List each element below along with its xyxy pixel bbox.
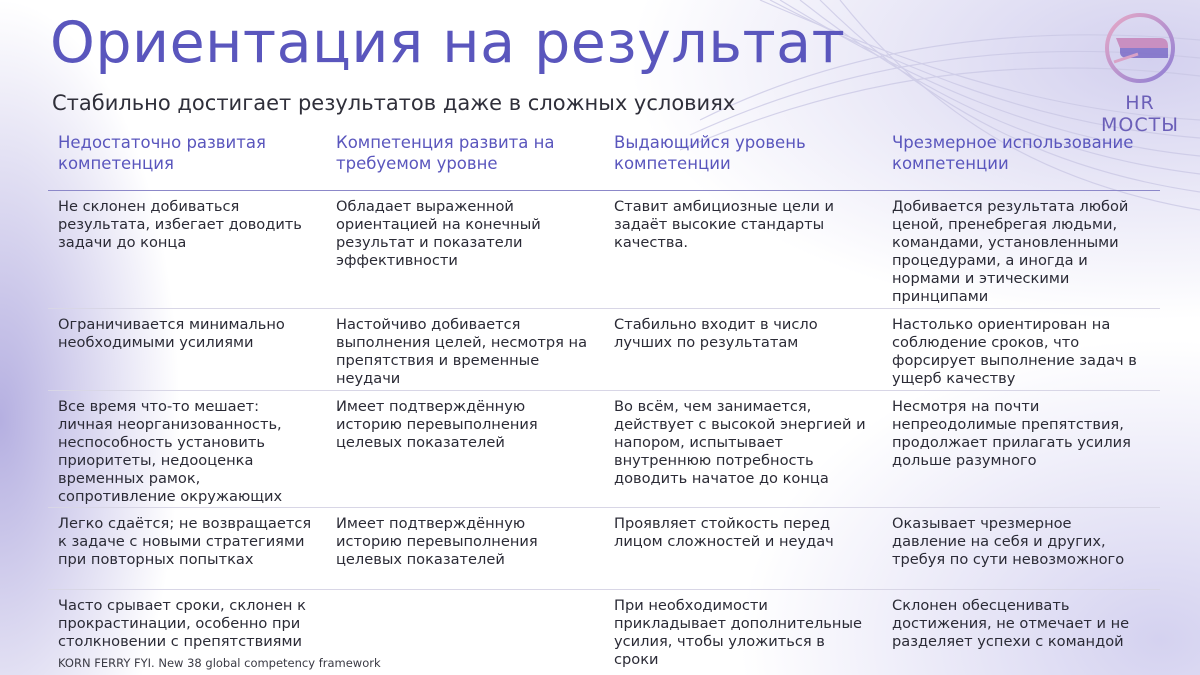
- table-cell: Настойчиво добивается выполнения целей, несмотря на препятствия и временные неудачи: [326, 309, 604, 391]
- table-cell: Стабильно входит в число лучших по результатам: [604, 309, 882, 391]
- table-cell: Склонен обесценивать достижения, не отмечает и не разделяет успехи с командой: [892, 597, 1130, 650]
- table-cell: Имеет подтверждённую историю перевыполнения целевых показателей: [326, 391, 604, 508]
- table-cell: Несмотря на почти непреодолимые препятствия, продолжает прилагать усилия дольше разумного: [882, 391, 1160, 508]
- table-cell: Легко сдаётся; не возвращается к задаче с новыми стратегиями при повторных попытках: [48, 508, 326, 590]
- table-cell: Оказывает чрезмерное давление на себя и других, требуя по сути невозможного: [882, 508, 1160, 590]
- table-cell: При необходимости прикладывает дополнительные усилия, чтобы уложиться в сроки: [614, 597, 862, 668]
- competency-table: [48, 116, 1160, 668]
- table-cell: Добивается результата любой ценой, пренебрегая людьми, командами, установленными процедурами, а иногда и нормами и этическими принципами: [882, 191, 1160, 309]
- table-cell: Проявляет стойкость перед лицом сложностей и неудач: [604, 508, 882, 590]
- table-cell: Обладает выраженной ориентацией на конечный результат и показатели эффективности: [326, 191, 604, 309]
- table-cell: Имеет подтверждённую историю перевыполнения целевых показателей: [326, 508, 604, 590]
- table-cell: Ограничивается минимально необходимыми усилиями: [48, 309, 326, 391]
- source-note: KORN FERRY FYI. New 38 global competency framework: [58, 656, 381, 670]
- table-cell: Настолько ориентирован на соблюдение сроков, что форсирует выполнение задач в ущерб качеству: [882, 309, 1160, 391]
- logo-text: HR МОСТЫ: [1101, 92, 1179, 136]
- page-subtitle: Стабильно достигает результатов даже в сложных условиях: [52, 91, 736, 115]
- logo: [1090, 8, 1190, 136]
- hr-mosty-logo-icon: [1098, 8, 1182, 92]
- page-title: Ориентация на результат: [50, 10, 846, 76]
- header-required-level: Компетенция развита на требуемом уровне: [326, 116, 604, 191]
- table-cell: Ставит амбициозные цели и задаёт высокие стандарты качества.: [604, 191, 882, 309]
- table-cell: Во всём, чем занимается, действует с высокой энергией и напором, испытывает внутреннюю потребность доводить начатое до конца: [604, 391, 882, 508]
- header-overused: Чрезмерное использование компетенции: [882, 116, 1160, 191]
- table-cell: Не склонен добиваться результата, избегает доводить задачи до конца: [48, 191, 326, 309]
- header-outstanding-level: Выдающийся уровень компетенции: [604, 116, 882, 191]
- table-cell: Все время что-то мешает: личная неорганизованность, неспособность установить приоритеты, недооценка временных рамок, сопротивление окружающих: [48, 391, 326, 508]
- header-underdeveloped: Недостаточно развитая компетенция: [48, 116, 326, 191]
- table-cell: Часто срывает сроки, склонен к прокрастинации, особенно при столкновении с препятствиями: [58, 597, 306, 650]
